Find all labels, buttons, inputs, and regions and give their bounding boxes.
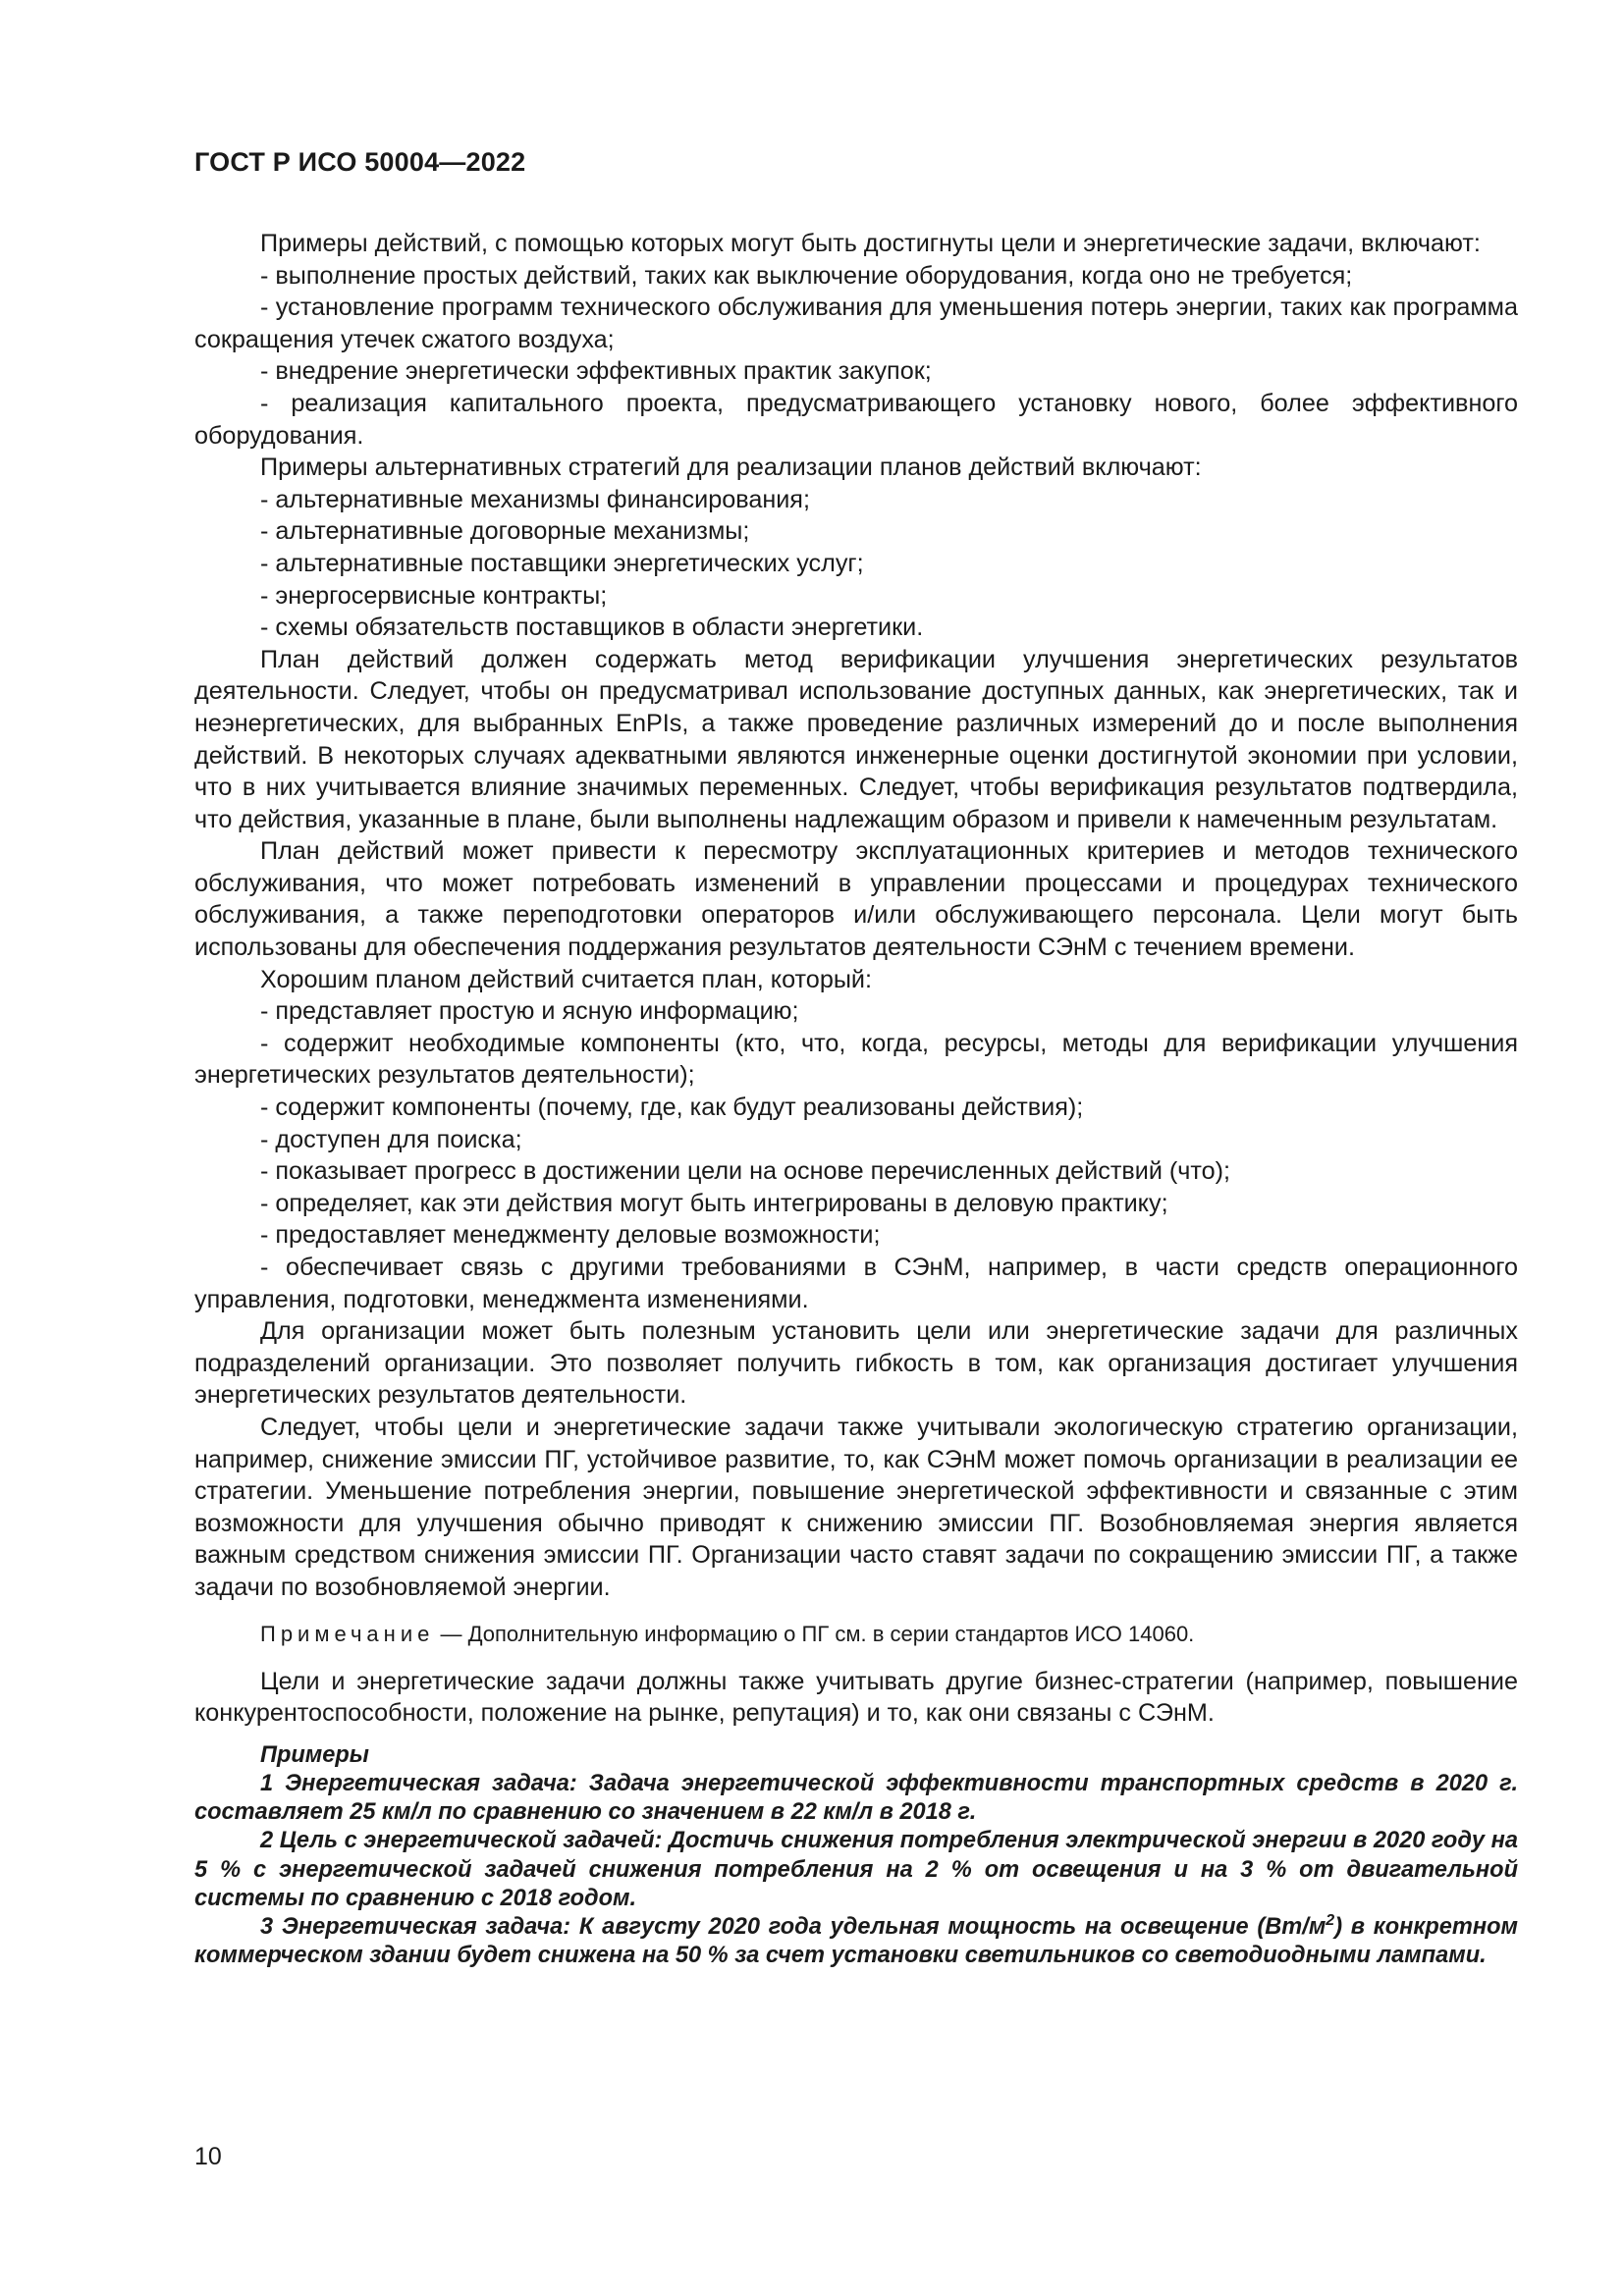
paragraph: План действий должен содержать метод верификации улучшения энергетических результатов деятельности. Следует, чтобы он предусматривал использование доступных данных, как энергетических, так и неэнергетических, для выбранных EnPIs, а также проведение различных измерений до и после выполнения действий. В некоторых случаях адекватными являются инженерные оценки достигнутой экономии при условии, что в них учитывается влияние значимых переменных. Следует, чтобы верификация результатов подтвердила, что действия, указанные в плане, были выполнены надлежащим образом и привели к намеченным результатам.	[194, 645, 1518, 833]
list-item: - альтернативные механизмы финансирования;	[260, 485, 810, 513]
list-item: - определяет, как эти действия могут быть интегрированы в деловую практику;	[260, 1189, 1168, 1217]
body-text	[194, 228, 1518, 1970]
list-item: - предоставляет менеджменту деловые возможности;	[260, 1221, 881, 1250]
list-item: - энергосервисные контракты;	[260, 581, 608, 610]
example-item	[194, 1913, 1518, 1970]
paragraph: Следует, чтобы цели и энергетические задачи также учитывали экологическую стратегию организации, например, снижение эмиссии ПГ, устойчивое развитие, то, как СЭнМ может помочь организации в реализации ее стратегии. Уменьшение потребления энергии, повышение энергетической эффективности и связанные с этим возможности для улучшения обычно приводят к снижению эмиссии ПГ. Возобновляемая энергия является важным средством снижения эмиссии ПГ. Организации часто ставят задачи по сокращению эмиссии ПГ, а также задачи по возобновляемой энергии.	[194, 1413, 1518, 1601]
paragraph: Цели и энергетические задачи должны также учитывать другие бизнес-стратегии (например, повышение конкурентоспособности, положение на рынке, репутация) и то, как они связаны с СЭнМ.	[194, 1667, 1518, 1728]
list-item: - альтернативные договорные механизмы;	[260, 517, 750, 546]
note-label: Примечание	[260, 1621, 435, 1646]
list-item: - внедрение энергетически эффективных практик закупок;	[260, 357, 932, 386]
paragraph: Примеры альтернативных стратегий для реализации планов действий включают:	[260, 454, 1202, 482]
list-item: - схемы обязательств поставщиков в области энергетики.	[260, 614, 924, 642]
paragraph: Для организации может быть полезным установить цели или энергетические задачи для различных подразделений организации. Это позволяет получить гибкость в том, как организация достигает улучшения энергетических результатов деятельности.	[194, 1317, 1518, 1410]
page-number: 10	[194, 2143, 222, 2170]
list-item: - содержит компоненты (почему, где, как будут реализованы действия);	[260, 1094, 1084, 1122]
list-item: - реализация капитального проекта, предусматривающего установку нового, более эффективного оборудования.	[194, 389, 1518, 450]
list-item: - показывает прогресс в достижении цели на основе перечисленных действий (что);	[260, 1157, 1231, 1186]
list-item: - представляет простую и ясную информацию;	[260, 997, 799, 1026]
note-text: — Дополнительную информацию о ПГ см. в серии стандартов ИСО 14060.	[434, 1621, 1195, 1646]
list-item: - альтернативные поставщики энергетических услуг;	[260, 549, 864, 577]
example-item: 2 Цель с энергетической задачей: Достичь снижения потребления электрической энергии в 2020 году на 5 % с энергетической задачей снижения потребления на 2 % от освещения и на 3 % от двигательной системы по сравнению с 2018 годом.	[194, 1828, 1518, 1911]
example-text: 3 Энергетическая задача: К августу 2020 года удельная мощность на освещение (Вт/м	[260, 1913, 1326, 1940]
list-item: - установление программ технического обслуживания для уменьшения потерь энергии, таких как программа сокращения утечек сжатого воздуха;	[194, 294, 1518, 353]
examples-heading: Примеры	[260, 1741, 369, 1768]
example-item: 1 Энергетическая задача: Задача энергетической эффективности транспортных средств в 2020 г. составляет 25 км/л по сравнению со значением в 22 км/л в 2018 г.	[194, 1770, 1518, 1826]
paragraph: Примеры действий, с помощью которых могут быть достигнуты цели и энергетические задачи, включают:	[260, 230, 1481, 257]
list-item: - обеспечивает связь с другими требованиями в СЭнМ, например, в части средств операционного управления, подготовки, менеджмента изменениями.	[194, 1254, 1518, 1313]
paragraph: Хорошим планом действий считается план, который:	[260, 965, 872, 993]
note	[194, 1620, 1518, 1649]
superscript: 2	[1326, 1912, 1335, 1930]
document-code-header: ГОСТ Р ИСО 50004—2022	[194, 147, 526, 177]
list-item: - содержит необходимые компоненты (кто, что, когда, ресурсы, методы для верификации улучшения энергетических результатов деятельности);	[194, 1029, 1518, 1090]
list-item: - доступен для поиска;	[260, 1125, 522, 1153]
list-item: - выполнение простых действий, таких как выключение оборудования, когда оно не требуется;	[260, 261, 1353, 290]
paragraph: План действий может привести к пересмотру эксплуатационных критериев и методов технического обслуживания, что может потребовать изменений в управлении процессами и процедурах технического обслуживания, а также переподготовки операторов и/или обслуживающего персонала. Цели могут быть использованы для обеспечения поддержания результатов деятельности СЭнМ с течением времени.	[194, 837, 1518, 962]
examples-block	[194, 1741, 1518, 1971]
example-text: ) в конкретном коммерческом здании будет снижена на 50 % за счет установки светильников со светодиодными лампами.	[194, 1913, 1518, 1969]
